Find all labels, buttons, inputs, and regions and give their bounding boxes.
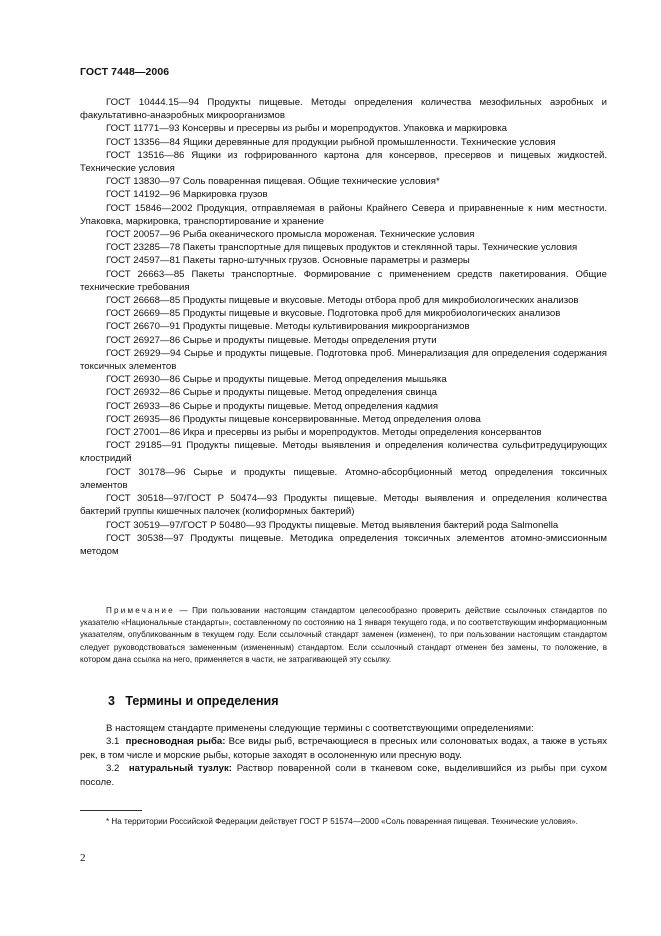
footnote-divider	[80, 810, 142, 811]
section-heading	[108, 694, 279, 708]
note-paragraph	[80, 605, 607, 666]
term-name: натуральный тузлук:	[128, 763, 232, 775]
reference-item: ГОСТ 26929—94 Сырье и продукты пищевые. Подготовка проб. Минерализация для определения содержания токсичных элементов	[80, 347, 607, 373]
section-title-text: Термины и определения	[125, 694, 279, 708]
reference-item: ГОСТ 27001—86 Икра и пресервы из рыбы и морепродуктов. Методы определения консервантов	[106, 427, 542, 439]
reference-item: ГОСТ 26668—85 Продукты пищевые и вкусовые. Методы отбора проб для микробиологических анализов	[106, 295, 579, 307]
document-header: ГОСТ 7448—2006	[80, 66, 170, 78]
reference-item: ГОСТ 26927—86 Сырье и продукты пищевые. Методы определения ртути	[106, 334, 437, 346]
reference-item: ГОСТ 11771—93 Консервы и пресервы из рыбы и морепродуктов. Упаковка и маркировка	[106, 123, 507, 135]
page-number: 2	[80, 852, 86, 864]
reference-item: ГОСТ 26935—86 Продукты пищевые консервированные. Метод определения олова	[106, 413, 481, 425]
term-definition-text: Все виды рыб, встречающиеся в пресных или солоноватых водах, а также в устьях рек, в том числе и морские рыбы, которые заходят в осолоненную или пресную воду.	[80, 736, 607, 761]
reference-item: ГОСТ 30538—97 Продукты пищевые. Методика определения токсичных элементов атомно-эмиссионным методом	[80, 532, 607, 557]
reference-item: ГОСТ 20057—96 Рыба океанического промысла мороженая. Технические условия	[106, 229, 475, 241]
term-definition-text: Раствор поваренной соли в тканевом соке, выделившийся из рыбы при сухом посоле.	[80, 763, 607, 788]
reference-item: ГОСТ 26933—86 Сырье и продукты пищевые. Метод определения кадмия	[106, 400, 439, 412]
reference-item: ГОСТ 13516—86 Ящики из гофрированного картона для консервов, пресервов и пищевых жидкостей. Технические условия	[80, 149, 607, 175]
footnote-text: * На территории Российской Федерации действует ГОСТ Р 51574—2000 «Соль поваренная пищевая. Технические условия».	[106, 817, 578, 826]
reference-item: ГОСТ 13830—97 Соль поваренная пищевая. Общие технические условия*	[106, 176, 440, 188]
reference-item: ГОСТ 26670—91 Продукты пищевые. Методы культивирования микроорганизмов	[106, 321, 470, 333]
footnote	[80, 816, 607, 828]
section-number: 3	[108, 694, 115, 708]
term-definition	[80, 735, 607, 762]
section-body	[80, 722, 607, 789]
term-name: пресноводная рыба:	[125, 736, 226, 748]
reference-item: ГОСТ 24597—81 Пакеты тарно-штучных грузов. Основные параметры и размеры	[106, 255, 470, 267]
note-block	[80, 605, 607, 666]
reference-item: ГОСТ 14192—96 Маркировка грузов	[106, 189, 268, 201]
reference-item: ГОСТ 29185—91 Продукты пищевые. Методы выявления и определения количества сульфитредуцирующих клостридий	[80, 440, 607, 465]
reference-item: ГОСТ 10444.15—94 Продукты пищевые. Методы определения количества мезофильных аэробных и факультативно-анаэробных микроорганизмов	[80, 97, 607, 122]
term-definition	[80, 762, 607, 789]
reference-item: ГОСТ 15846—2002 Продукция, отправляемая в районы Крайнего Севера и приравненные к ним местности. Упаковка, маркировка, транспортирование и хранение	[80, 202, 607, 227]
reference-item: ГОСТ 26663—85 Пакеты транспортные. Формирование с применением средств пакетирования. Общие технические требования	[80, 268, 607, 293]
reference-item: ГОСТ 23285—78 Пакеты транспортные для пищевых продуктов и стеклянной тары. Технические условия	[106, 242, 578, 254]
note-label: Примечание	[106, 606, 175, 615]
reference-item: ГОСТ 26669—85 Продукты пищевые и вкусовые. Подготовка проб для микробиологических анализов	[106, 308, 561, 320]
reference-item: ГОСТ 13356—84 Ящики деревянные для продукции рыбной промышленности. Технические условия	[106, 136, 556, 148]
reference-item: ГОСТ 30178—96 Сырье и продукты пищевые. Атомно-абсорбционный метод определения токсичных элементов	[80, 466, 607, 491]
term-number: 3.2	[106, 763, 120, 775]
term-number: 3.1	[106, 736, 120, 748]
reference-item: ГОСТ 30519—97/ГОСТ Р 50480—93 Продукты пищевые. Метод выявления бактерий рода Salmonella	[106, 519, 559, 531]
reference-item: ГОСТ 26932—86 Сырье и продукты пищевые. Метод определения свинца	[106, 387, 437, 399]
reference-item: ГОСТ 26930—86 Сырье и продукты пищевые. Метод определения мышьяка	[106, 374, 447, 386]
normative-references-list	[80, 96, 607, 558]
note-text: — При пользовании настоящим стандартом целесообразно проверить действие ссылочных стандартов по указателю «Национальные стандарты», составленному по состоянию на 1 января текущего года, и по соответствующим информационным указателям, опубликованным в текущем году. Если ссылочный стандарт заменен (изменен), то при пользовании настоящим стандартом следует руководствоваться замененным (измененным) стандартом. Если ссылочный стандарт отменен без замены, то положение, в котором дана ссылка на него, применяется в части, не затрагивающей эту ссылку.	[80, 606, 607, 664]
reference-item: ГОСТ 30518—97/ГОСТ Р 50474—93 Продукты пищевые. Методы выявления и определения количества бактерий группы кишечных палочек (колиформных бактерий)	[80, 493, 607, 518]
section-intro: В настоящем стандарте применены следующие термины с соответствующими определениями:	[106, 723, 534, 734]
